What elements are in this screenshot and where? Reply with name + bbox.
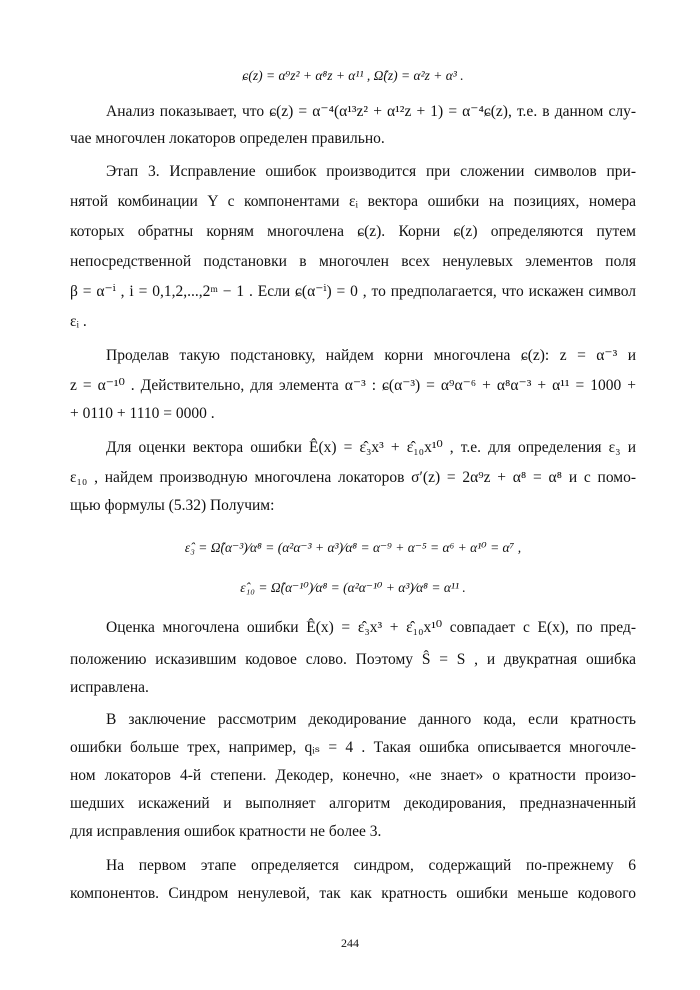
paragraph-line: для исправления ошибок кратности не более 3. <box>70 823 382 840</box>
paragraph-line: исправлена. <box>70 679 149 696</box>
paragraph-line: ε₁₀ , найдем производную многочлена локаторов σ′(z) = 2α⁹z + α⁸ = α⁸ и с помо- <box>70 469 636 486</box>
paragraph-line: шедших искажений и выполняет алгоритм декодирования, предназначенный <box>70 795 636 812</box>
paragraph-line: которых обратны корням многочлена ɕ(z). Корни ɕ(z) определяются путем <box>70 223 636 240</box>
paragraph-line: z = α⁻¹⁰ . Действительно, для элемента α⁻³ : ɕ(α⁻³) = α⁹α⁻⁶ + α⁸α⁻³ + α¹¹ = 1000 + <box>70 377 636 394</box>
paragraph-line: Проделав такую подстановку, найдем корни многочлена ɕ(z): z = α⁻³ и <box>106 347 636 364</box>
paragraph-line: непосредственной подстановки в многочлен всех ненулевых элементов поля <box>70 253 636 270</box>
equation-e3: ɛ̂₃ = Ω̂(α⁻³)⁄α⁸ = (α²α⁻³ + α³)⁄α⁸ = α⁻⁹ + α⁻⁵ = α⁶ + α¹⁰ = α⁷ , <box>184 540 522 555</box>
paragraph-line: В заключение рассмотрим декодирование данного кода, если кратность <box>106 711 636 728</box>
page-number: 244 <box>341 936 359 950</box>
paragraph-line: ошибки больше трех, например, qᵢₛ = 4 . Такая ошибка описывается многочле- <box>70 739 636 756</box>
paragraph-line: Оценка многочлена ошибки Ê(x) = ɛ̂₃x³ + ɛ̂₁₀x¹⁰ совпадает с E(x), по пред- <box>106 619 636 636</box>
paragraph-line: Анализ показывает, что ɕ(z) = α⁻⁴(α¹³z² + α¹²z + 1) = α⁻⁴ɕ(z), т.е. в данном слу- <box>106 103 636 120</box>
paragraph-line: + 0110 + 1110 = 0000 . <box>70 405 215 422</box>
paragraph-line: ном локаторов 4-й степени. Декодер, конечно, «не знает» о кратности произо- <box>70 767 636 784</box>
paragraph-line: чае многочлен локаторов определен правильно. <box>70 130 385 147</box>
paragraph-line: εᵢ . <box>70 313 87 330</box>
paragraph-line: Этап 3. Исправление ошибок производится при сложении символов при- <box>106 163 636 180</box>
paragraph-line: нятой комбинации Y с компонентами εᵢ вектора ошибки на позициях, номера <box>70 193 636 210</box>
equation-e10: ɛ̂₁₀ = Ω̂(α⁻¹⁰)⁄α⁸ = (α²α⁻¹⁰ + α³)⁄α⁸ = α¹¹ . <box>240 580 466 595</box>
paragraph-line: Для оценки вектора ошибки Ê(x) = ɛ̂₃x³ + ɛ̂₁₀x¹⁰ , т.е. для определения ε₃ и <box>106 439 636 456</box>
paragraph-line: компонентов. Синдром ненулевой, так как кратность ошибки меньше кодового <box>70 885 636 902</box>
paragraph-line: β = α⁻ⁱ , i = 0,1,2,...,2ᵐ − 1 . Если ɕ(α⁻ⁱ) = 0 , то предполагается, что искажен символ <box>70 283 636 300</box>
equation-locator-and-evaluator: ɕ(z) = α⁹z² + α⁸z + α¹¹ , Ω̂(z) = α²z + α³ . <box>242 68 464 83</box>
paragraph-line: положению исказившим кодовое слово. Поэтому Ŝ = S , и двукратная ошибка <box>70 651 636 668</box>
paragraph-line: На первом этапе определяется синдром, содержащий по-прежнему 6 <box>106 857 636 874</box>
paragraph-line: щью формулы (5.32) Получим: <box>70 497 275 514</box>
